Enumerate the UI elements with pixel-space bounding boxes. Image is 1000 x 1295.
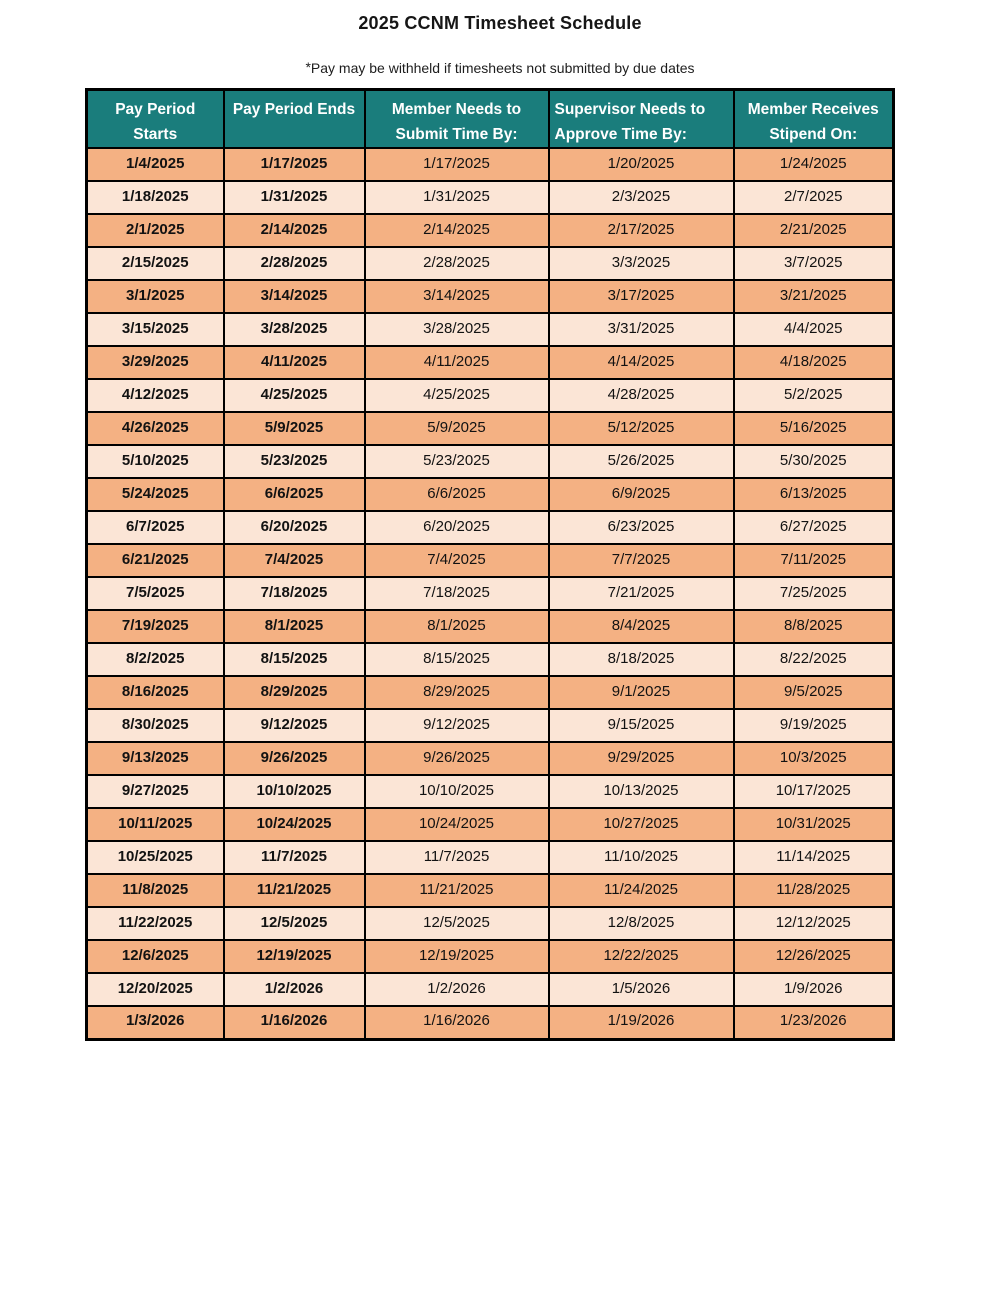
table-row [87,709,894,742]
table-cell: 10/3/2025 [734,742,894,775]
table-cell: 1/20/2025 [549,148,734,181]
table-cell: 1/4/2025 [87,148,224,181]
table-cell: 5/23/2025 [365,445,549,478]
table-cell: 12/5/2025 [224,907,365,940]
table-row [87,610,894,643]
table-cell: 9/27/2025 [87,775,224,808]
table-cell: 4/11/2025 [365,346,549,379]
timesheet-schedule-table [85,88,895,1041]
table-cell: 2/14/2025 [365,214,549,247]
table-cell: 12/12/2025 [734,907,894,940]
table-cell: 10/31/2025 [734,808,894,841]
column-header-line: Starts [133,126,178,143]
table-cell: 4/26/2025 [87,412,224,445]
table-cell: 3/14/2025 [365,280,549,313]
table-row [87,742,894,775]
table-cell: 9/12/2025 [365,709,549,742]
table-row [87,907,894,940]
table-row [87,313,894,346]
table-cell: 7/18/2025 [224,577,365,610]
table-cell: 6/21/2025 [87,544,224,577]
table-cell: 8/22/2025 [734,643,894,676]
table-cell: 12/19/2025 [224,940,365,973]
footnote-asterisk: * [305,59,311,75]
table-header-row [87,90,894,149]
table-cell: 7/4/2025 [224,544,365,577]
table-cell: 1/5/2026 [549,973,734,1006]
table-cell: 10/10/2025 [365,775,549,808]
table-cell: 10/25/2025 [87,841,224,874]
table-cell: 8/15/2025 [224,643,365,676]
table-cell: 11/21/2025 [224,874,365,907]
table-cell: 2/21/2025 [734,214,894,247]
table-cell: 5/10/2025 [87,445,224,478]
table-cell: 4/18/2025 [734,346,894,379]
table-cell: 6/27/2025 [734,511,894,544]
table-cell: 4/25/2025 [224,379,365,412]
table-cell: 6/23/2025 [549,511,734,544]
table-cell: 2/15/2025 [87,247,224,280]
table-cell: 8/4/2025 [549,610,734,643]
table-row [87,544,894,577]
column-header [365,90,549,149]
page-title: 2025 CCNM Timesheet Schedule [358,13,642,33]
table-cell: 6/20/2025 [365,511,549,544]
table-cell: 6/7/2025 [87,511,224,544]
table-cell: 4/14/2025 [549,346,734,379]
table-row [87,775,894,808]
table-cell: 9/29/2025 [549,742,734,775]
table-cell: 11/8/2025 [87,874,224,907]
table-cell: 8/29/2025 [365,676,549,709]
column-header [87,90,224,149]
table-row [87,247,894,280]
table-cell: 10/24/2025 [224,808,365,841]
table-cell: 11/7/2025 [365,841,549,874]
table-cell: 7/5/2025 [87,577,224,610]
table-cell: 4/4/2025 [734,313,894,346]
table-cell: 6/6/2025 [365,478,549,511]
table-cell: 1/24/2025 [734,148,894,181]
table-cell: 2/7/2025 [734,181,894,214]
table-cell: 3/29/2025 [87,346,224,379]
column-header [549,90,734,149]
table-cell: 8/2/2025 [87,643,224,676]
table-cell: 1/3/2026 [87,1006,224,1039]
table-cell: 9/1/2025 [549,676,734,709]
table-cell: 11/7/2025 [224,841,365,874]
table-cell: 6/6/2025 [224,478,365,511]
column-header-line: Pay Period [115,101,196,118]
table-cell: 5/9/2025 [224,412,365,445]
column-header-line: Submit Time By: [395,126,518,143]
table-cell: 1/9/2026 [734,973,894,1006]
table-row [87,445,894,478]
table-cell: 11/14/2025 [734,841,894,874]
column-header-line: Pay Period Ends [232,101,356,118]
table-row [87,346,894,379]
table-cell: 10/17/2025 [734,775,894,808]
table-cell: 3/31/2025 [549,313,734,346]
table-cell: 4/11/2025 [224,346,365,379]
table-cell: 7/11/2025 [734,544,894,577]
table-cell: 8/16/2025 [87,676,224,709]
table-cell: 2/14/2025 [224,214,365,247]
footnote-text: Pay may be withheld if timesheets not submitted by due dates [310,60,695,76]
table-cell: 9/15/2025 [549,709,734,742]
table-row [87,148,894,181]
table-cell: 12/8/2025 [549,907,734,940]
table-cell: 5/30/2025 [734,445,894,478]
table-cell: 2/28/2025 [224,247,365,280]
table-cell: 12/22/2025 [549,940,734,973]
table-cell: 1/18/2025 [87,181,224,214]
table-cell: 9/12/2025 [224,709,365,742]
table-cell: 1/16/2026 [224,1006,365,1039]
table-cell: 12/19/2025 [365,940,549,973]
table-cell: 6/13/2025 [734,478,894,511]
column-header-line: Supervisor Needs to [554,101,706,118]
table-cell: 9/19/2025 [734,709,894,742]
table-cell: 1/31/2025 [224,181,365,214]
table-cell: 12/5/2025 [365,907,549,940]
column-header [734,90,894,149]
column-header-line: Member Receives [747,101,879,118]
table-cell: 9/26/2025 [365,742,549,775]
table-cell: 5/16/2025 [734,412,894,445]
table-cell: 9/26/2025 [224,742,365,775]
table-row [87,511,894,544]
table-row [87,478,894,511]
table-cell: 1/2/2026 [365,973,549,1006]
table-cell: 5/2/2025 [734,379,894,412]
table-row [87,280,894,313]
table-row [87,379,894,412]
table-cell: 12/26/2025 [734,940,894,973]
table-row [87,676,894,709]
table-cell: 3/7/2025 [734,247,894,280]
table-cell: 5/24/2025 [87,478,224,511]
table-cell: 5/26/2025 [549,445,734,478]
table-cell: 11/24/2025 [549,874,734,907]
table-cell: 12/20/2025 [87,973,224,1006]
table-cell: 8/29/2025 [224,676,365,709]
table-header [87,90,894,149]
table-cell: 11/10/2025 [549,841,734,874]
table-cell: 9/5/2025 [734,676,894,709]
table-row [87,643,894,676]
table-cell: 7/25/2025 [734,577,894,610]
column-header-line: Approve Time By: [554,126,687,143]
table-cell: 5/12/2025 [549,412,734,445]
table-cell: 8/1/2025 [365,610,549,643]
table-cell: 5/23/2025 [224,445,365,478]
table-cell: 8/15/2025 [365,643,549,676]
table-cell: 6/20/2025 [224,511,365,544]
table-cell: 3/17/2025 [549,280,734,313]
table-cell: 4/28/2025 [549,379,734,412]
table-row [87,808,894,841]
table-cell: 7/4/2025 [365,544,549,577]
table-cell: 3/28/2025 [365,313,549,346]
table-cell: 10/10/2025 [224,775,365,808]
table-cell: 2/3/2025 [549,181,734,214]
table-cell: 1/2/2026 [224,973,365,1006]
table-cell: 8/8/2025 [734,610,894,643]
table-cell: 4/25/2025 [365,379,549,412]
column-header [224,90,365,149]
column-header-line: Stipend On: [769,126,858,143]
table-cell: 2/17/2025 [549,214,734,247]
table-cell: 1/17/2025 [224,148,365,181]
table-cell: 3/28/2025 [224,313,365,346]
footnote [0,59,1000,76]
table-row [87,214,894,247]
table-cell: 1/19/2026 [549,1006,734,1039]
table-cell: 8/30/2025 [87,709,224,742]
table-row [87,412,894,445]
table-row [87,1006,894,1039]
table-cell: 2/28/2025 [365,247,549,280]
table-cell: 1/31/2025 [365,181,549,214]
table-cell: 10/11/2025 [87,808,224,841]
table-cell: 1/16/2026 [365,1006,549,1039]
table-row [87,577,894,610]
table-cell: 7/7/2025 [549,544,734,577]
table-cell: 1/23/2026 [734,1006,894,1039]
table-cell: 12/6/2025 [87,940,224,973]
table-cell: 7/18/2025 [365,577,549,610]
table-row [87,841,894,874]
table-cell: 2/1/2025 [87,214,224,247]
table-cell: 3/3/2025 [549,247,734,280]
table-cell: 4/12/2025 [87,379,224,412]
table-cell: 3/1/2025 [87,280,224,313]
table-cell: 9/13/2025 [87,742,224,775]
table-cell: 10/24/2025 [365,808,549,841]
table-cell: 3/14/2025 [224,280,365,313]
table-row [87,940,894,973]
table-row [87,973,894,1006]
table-cell: 11/21/2025 [365,874,549,907]
table-cell: 1/17/2025 [365,148,549,181]
table-cell: 11/28/2025 [734,874,894,907]
table-row [87,181,894,214]
table-cell: 7/19/2025 [87,610,224,643]
table-cell: 10/27/2025 [549,808,734,841]
table-body [87,148,894,1039]
table-cell: 7/21/2025 [549,577,734,610]
table-cell: 10/13/2025 [549,775,734,808]
table-cell: 3/21/2025 [734,280,894,313]
table-cell: 11/22/2025 [87,907,224,940]
table-cell: 5/9/2025 [365,412,549,445]
table-row [87,874,894,907]
table-cell: 6/9/2025 [549,478,734,511]
table-cell: 8/1/2025 [224,610,365,643]
table-cell: 8/18/2025 [549,643,734,676]
table-cell: 3/15/2025 [87,313,224,346]
column-header-line: Member Needs to [391,101,522,118]
